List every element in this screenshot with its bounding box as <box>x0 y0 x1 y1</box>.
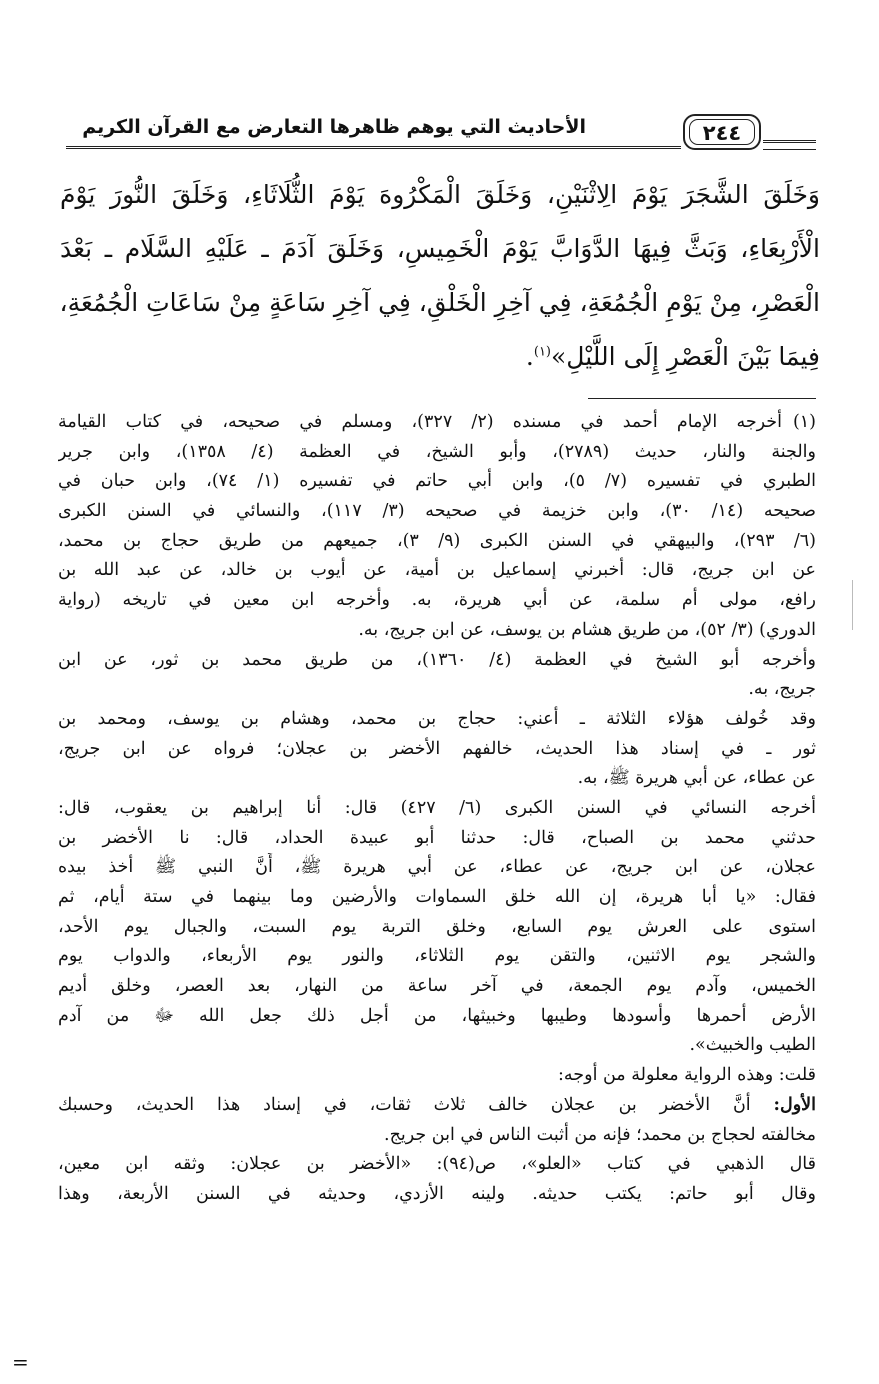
end-punctuation: . <box>525 342 534 371</box>
footnote-line: أخرجه الإمام أحمد في مسنده (٢/ ٣٢٧)، ومسلم في صحيحه، في كتاب القيامة <box>58 412 782 432</box>
first-point-label: الأول: <box>773 1094 816 1115</box>
footnote-line: استوى على العرش يوم السابع، وخلق التربة يوم السبت، والجبال يوم الأحد، <box>58 916 816 937</box>
margin-mark <box>852 580 853 630</box>
footnote-line: عجلان، عن ابن جريج، عن عطاء، عن أبي هريرة ﷺ، أَنَّ النبي ﷺ أخذ بيده <box>58 857 816 878</box>
footnote-line: (٦/ ٢٩٣)، والبيهقي في السنن الكبرى (٩/ ٣)، جميعهم من طريق حجاج بن محمد، <box>58 530 816 551</box>
hadith-line: الْعَصْرِ، مِنْ يَوْمِ الْجُمُعَةِ، فِي آخِرِ الْخَلْقِ، فِي آخِرِ سَاعَةٍ مِنْ سَاعَاتِ الْجُمُعَةِ، <box>60 288 820 317</box>
footnote-line: عن عطاء، عن أبي هريرة ﷺ، به. <box>577 768 816 789</box>
footnote-line: جريج، به. <box>748 679 816 700</box>
footnote-line: قلت: وهذه الرواية معلولة من أوجه: <box>558 1065 816 1086</box>
header-rule-left <box>66 146 681 149</box>
footnote-line: والجنة والنار، حديث (٢٧٨٩)، وأبو الشيخ، في العظمة (٤/ ١٣٥٨)، وابن جرير <box>58 441 816 462</box>
header-rule-right <box>763 140 816 150</box>
first-point-line <box>58 1091 816 1121</box>
footnote-line: حدثني محمد بن الصباح، قال: حدثنا أبو عبيدة الحداد، قال: نا الأخضر بن <box>58 827 816 848</box>
footnote-line: الخميس، وآدم يوم الجمعة، في آخر ساعة من النهار، بعد العصر، وخلق أديم <box>58 976 816 997</box>
page-number-badge <box>683 114 761 150</box>
page-header <box>66 108 816 156</box>
footnotes <box>58 408 816 1210</box>
footnote-line: وأخرجه أبو الشيخ في العظمة (٤/ ١٣٦٠)، من طريق محمد بن ثور، عن ابن <box>58 649 816 670</box>
hadith-text <box>60 168 820 384</box>
hadith-line-text: فِيمَا بَيْنَ الْعَصْرِ إِلَى اللَّيْلِ» <box>551 342 820 371</box>
footnote-line: ثور ـ في إسناد هذا الحديث، خالفهم الأخضر بن عجلان؛ فرواه عن ابن جريج، <box>58 738 816 759</box>
footnote-line: فقال: «يا أبا هريرة، إن الله خلق السماوات والأرضين وما بينهما في ستة أيام، ثم <box>58 887 816 907</box>
footnote-line: الأرض أحمرها وأسودها وطيبها وخبيثها، من أجل ذلك جعل الله ﷻ من آدم <box>58 1005 816 1026</box>
footnote-reference[interactable]: (١) <box>533 344 551 360</box>
footnote-line: مخالفته لحجاج بن محمد؛ فإنه من أثبت الناس في ابن جريج. <box>384 1124 816 1145</box>
footnote-line: قال الذهبي في كتاب «العلو»، ص(٩٤): «الأخضر بن عجلان: وثقه ابن معين، <box>58 1154 816 1175</box>
footnote-separator <box>588 398 816 399</box>
footnote-line: والشجر يوم الاثنين، والتقن يوم الثلاثاء، والنور يوم الأربعاء، والدواب يوم <box>58 946 816 967</box>
footnote-line: رافع، مولى أم سلمة، عن أبي هريرة، به. وأخرجه ابن معين في تاريخه (رواية <box>58 590 816 611</box>
hadith-line: وَخَلَقَ الشَّجَرَ يَوْمَ الِاثْنَيْنِ، وَخَلَقَ الْمَكْرُوهَ يَوْمَ الثُّلَاثَاءِ، وَخَلَقَ النُّورَ يَوْمَ <box>60 180 820 209</box>
first-point-text: أنَّ الأخضر بن عجلان خالف ثلاث ثقات، في إسناد هذا الحديث، وحسبك <box>58 1094 751 1115</box>
running-title: الأحاديث التي يوهم ظاهرها التعارض مع القرآن الكريم <box>82 116 586 138</box>
footnote-line: أخرجه النسائي في السنن الكبرى (٦/ ٤٢٧) قال: أنا إبراهيم بن يعقوب، قال: <box>58 797 816 818</box>
footnote-line: الدوري) (٣/ ٥٢)، من طريق هشام بن يوسف، عن ابن جريج، به. <box>358 619 816 640</box>
footnote-line: عن ابن جريج، قال: أخبرني إسماعيل بن أمية، عن أيوب بن خالد، عن عبد الله بن <box>58 560 816 581</box>
footnote-number: (١) <box>792 412 816 432</box>
hadith-line: الْأَرْبِعَاءِ، وَبَثَّ فِيهَا الدَّوَابَّ يَوْمَ الْخَمِيسِ، وَخَلَقَ آدَمَ ـ عَلَيْهِ السَّلَام ـ بَعْدَ <box>60 234 820 263</box>
footnote-line: وقال أبو حاتم: يكتب حديثه. ولينه الأزدي، وحديثه في السنن الأربعة، وهذا <box>58 1183 816 1204</box>
continuation-mark: = <box>12 1350 29 1374</box>
page-number: ٢٤٤ <box>689 119 755 145</box>
footnote-line: وقد خُولف هؤلاء الثلاثة ـ أعني: حجاج بن محمد، وهشام بن يوسف، ومحمد بن <box>58 708 816 729</box>
hadith-line-last <box>60 330 820 384</box>
footnote-line: الطيب والخبيث». <box>689 1035 816 1056</box>
footnote-line: الطبري في تفسيره (٧/ ٥)، وابن أبي حاتم في تفسيره (١/ ٧٤)، وابن حبان في <box>58 471 816 492</box>
footnote-line: صحيحه (١٤/ ٣٠)، وابن خزيمة في صحيحه (٣/ ١١٧)، والنسائي في السنن الكبرى <box>58 501 816 522</box>
